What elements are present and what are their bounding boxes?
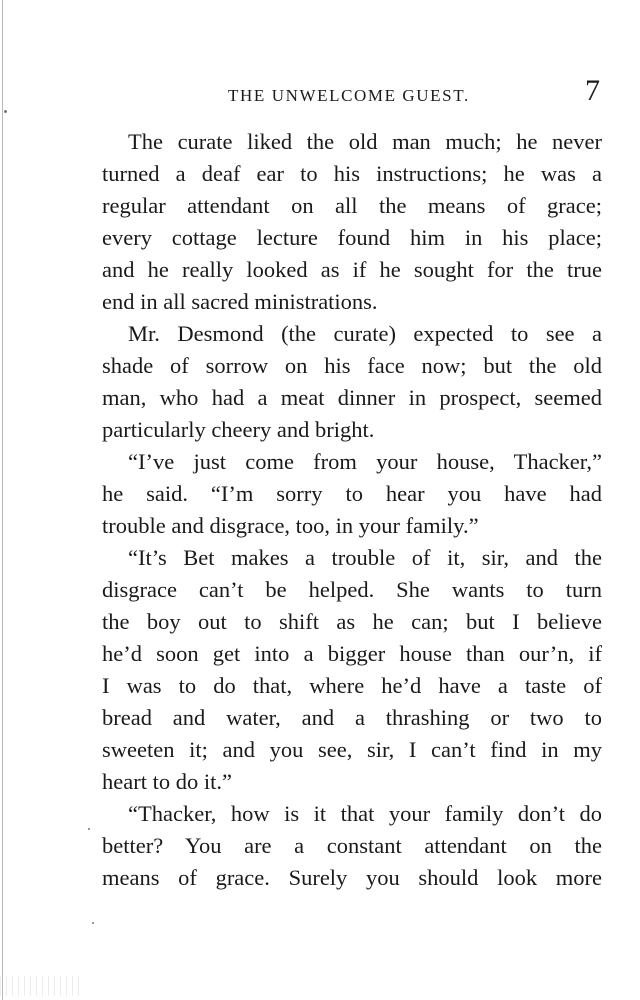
text-line: man, who had a meat dinner in prospect, seemed (102, 385, 602, 410)
page-number: 7 (585, 74, 600, 107)
page-edge-rule (2, 0, 3, 1000)
text-line: turned a deaf ear to his instructions; he was a (102, 161, 602, 186)
text-line: bread and water, and a thrashing or two to (102, 705, 602, 730)
text-line: sweeten it; and you see, sir, I can’t find in my (102, 737, 602, 762)
text-line: The curate liked the old man much; he never (128, 129, 602, 154)
print-speck (88, 828, 90, 830)
text-line: the boy out to shift as he can; but I believe (102, 609, 602, 634)
text-line: heart to do it.” (102, 769, 232, 794)
text-line: I was to do that, where he’d have a taste of (102, 673, 602, 698)
text-line: “Thacker, how is it that your family don’t do (128, 801, 602, 826)
text-line: he’d soon get into a bigger house than our’n, if (102, 641, 602, 666)
print-speck (4, 110, 7, 113)
text-line: he said. “I’m sorry to hear you have had (102, 481, 602, 506)
text-line: shade of sorrow on his face now; but the old (102, 353, 602, 378)
text-line: “I’ve just come from your house, Thacker,” (128, 449, 602, 474)
text-line: means of grace. Surely you should look more (102, 865, 602, 890)
text-line: particularly cheery and bright. (102, 417, 375, 442)
body-text (102, 126, 602, 894)
text-line: Mr. Desmond (the curate) expected to see a (128, 321, 602, 346)
text-line: regular attendant on all the means of grace; (102, 193, 602, 218)
text-line: disgrace can’t be helped. She wants to turn (102, 577, 602, 602)
text-line: trouble and disgrace, too, in your family.” (102, 513, 479, 538)
text-line: end in all sacred ministrations. (102, 289, 378, 314)
page-header (102, 74, 602, 118)
scan-noise (0, 976, 80, 996)
running-title: THE UNWELCOME GUEST. (228, 86, 470, 105)
text-line: “It’s Bet makes a trouble of it, sir, and the (128, 545, 602, 570)
text-line: and he really looked as if he sought for the true (102, 257, 602, 282)
text-line: every cottage lecture found him in his place; (102, 225, 602, 250)
print-speck (92, 922, 94, 924)
text-line: better? You are a constant attendant on the (102, 833, 602, 858)
